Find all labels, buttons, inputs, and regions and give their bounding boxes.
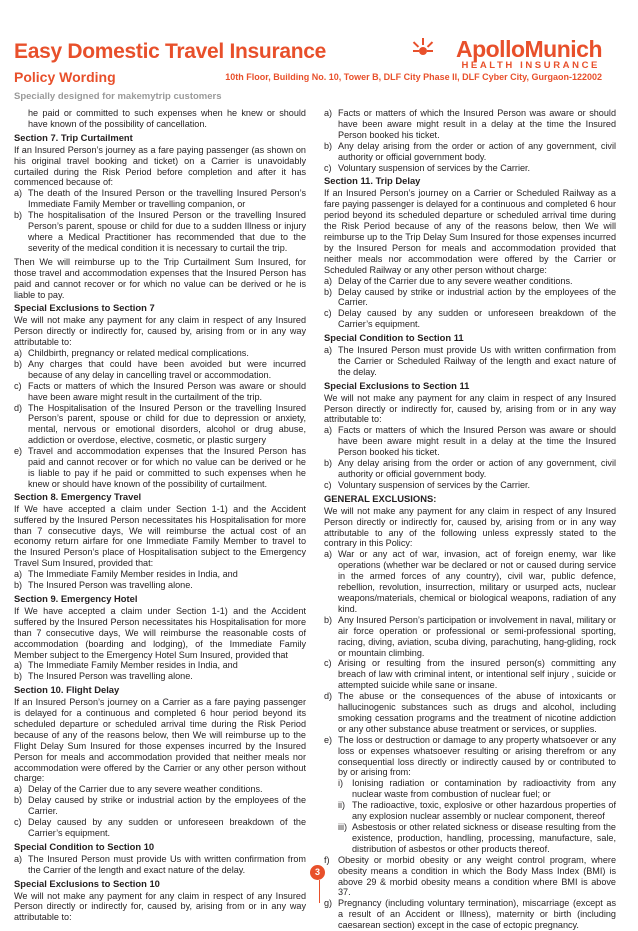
apollo-munich-logo <box>402 36 602 70</box>
right-column <box>324 108 616 931</box>
list-item: a) Delay of the Carrier due to any severe weather conditions. <box>324 275 573 286</box>
section-9-heading: Section 9. Emergency Hotel <box>14 592 138 604</box>
section-9-text: If We have accepted a claim under Section 1-1) and the Accident suffered by the Insured Person necessitates his Hospitalisation for more than 7 consecutive days, We will reimburse the reasonable costs of accommodation (boarding and lodging), of the Immediate Family Member subject to the Emergency Hotel Sum Insured, provided that <box>14 605 306 660</box>
section-10-condition-heading: Special Condition to Section 10 <box>14 840 155 852</box>
general-exclusions-heading: GENERAL EXCLUSIONS: <box>324 492 437 504</box>
list-item: a) The Insured Person must provide Us with written confirmation from the Carrier or Scheduled Railway of the length and exact nature of the delay. <box>324 345 616 377</box>
section-7-text: If an Insured Person’s journey as a fare paying passenger (as shown on his original travel booking and ticket) on a Carrier is unavoidably curtailed during the Risk Period before completion and after it has commenced because of: <box>14 144 306 188</box>
page-number: 3 <box>310 865 325 880</box>
list-item: a) Facts or matters of which the Insured Person was aware or should have been aware might result in a delay at the time the Insured Person booked his ticket. <box>324 108 616 140</box>
list-item: a) The Insured Person must provide Us with written confirmation from the Carrier of the length and exact nature of the delay. <box>14 853 306 875</box>
section-11-condition-heading: Special Condition to Section 11 <box>324 332 464 344</box>
list-item: a) Childbirth, pregnancy or related medical complications. <box>14 348 249 359</box>
list-item: c) Voluntary suspension of services by the Carrier. <box>324 479 531 490</box>
list-item: c) Delay caused by any sudden or unforeseen breakdown of the Carrier’s equipment. <box>14 817 306 838</box>
header-title: Easy Domestic Travel Insurance <box>14 40 326 63</box>
section-10-heading: Section 10. Flight Delay <box>14 684 120 696</box>
list-item: b) The hospitalisation of the Insured Person or the travelling Insured Person’s parent, spouse or child for due to a sudden Illness or injury where a Medical Practitioner has recommended that due to the severity of the medical condition it is necessary to curtail the trip. <box>14 210 306 253</box>
header-subtitle: Policy Wording <box>14 69 116 85</box>
section-11-exclusions-heading: Special Exclusions to Section 11 <box>324 379 470 391</box>
section-7-heading: Section 7. Trip Curtailment <box>14 131 133 143</box>
section-10-exclusions-heading: Special Exclusions to Section 10 <box>14 877 160 889</box>
list-item: b) The Insured Person was travelling alone. <box>14 580 193 591</box>
header-address: 10th Floor, Building No. 10, Tower B, DLF City Phase II, DLF Cyber City, Gurgaon-122002 <box>225 72 602 82</box>
footer-divider <box>319 880 320 903</box>
list-item: d) The Hospitalisation of the Insured Person or the travelling Insured Person’s parent, spouse or child for due to depression or anxiety, mental, nervous or emotional disorders, alcohol or drug abuse, addiction or overdose, elective, cosmetic, or plastic surgery <box>14 402 306 446</box>
list-item: b) Any charges that could have been avoided but were incurred because of any delay in cancelling travel or accommodation. <box>14 358 306 380</box>
section-8-heading: Section 8. Emergency Travel <box>14 490 142 502</box>
sub-list-item: ii) The radioactive, toxic, explosive or other hazardous properties of any explosion nuclear assembly or nuclear component, thereof <box>338 800 616 822</box>
list-item: f) Obesity or morbid obesity or any weight control program, where obesity means a condition in which the Body Mass Index (BMI) is above 29 & morbid obesity means a condition where BMI is above 37. <box>324 854 616 898</box>
list-item: a) The Immediate Family Member resides in India, and <box>14 569 238 580</box>
list-item: a) War or any act of war, invasion, act of foreign enemy, war like operations (whether war be declared or not or caused during service in the armed forces of any country), civil war, public defence, rebellion, revolution, insurrection, military or usurped acts, nuclear weapons/materials, chemical or biological weapons, radiation of any kind. <box>324 549 616 614</box>
header-tagline: Specially designed for makemytrip customers <box>14 91 222 102</box>
list-item: a) Facts or matters of which the Insured Person was aware or should have been aware might result in a delay at the time the Insured Person booked his ticket. <box>324 425 616 458</box>
list-item: c) Facts or matters of which the Insured Person was aware or should have been aware might result in the curtailment of the trip. <box>14 380 306 402</box>
logo-sub: HEALTH INSURANCE <box>461 60 600 71</box>
section-8-text: If We have accepted a claim under Section 1-1) and the Accident suffered by the Insured Person necessitates his Hospitalisation for more than 7 consecutive days, We will reimburse the actual cost of an economy return airfare for one Immediate Family Member to travel to the Insured Person’s place of Hospitalisation subject to the Emergency Travel Sum Insured, provided that: <box>14 503 306 569</box>
list-item: b) The Insured Person was travelling alone. <box>14 671 193 682</box>
section-10-text: If an Insured Person’s journey on a Carrier as a fare paying passenger is delayed for a continuous and completed 6 hour period beyond its scheduled departure or scheduled arrival time during the Risk Period because of any of the reasons below, then We will reimburse up to the Flight Delay Sum Insured for those expenses incurred by the Insured Person for meals and accommodation provided that neither meals nor accommodation were offered by the Carrier or any other person without charge: <box>14 697 306 784</box>
section-11-heading: Section 11. Trip Delay <box>324 175 421 187</box>
list-item: g) Pregnancy (including voluntary termination), miscarriage (except as a result of an Accident or Illness), maternity or birth (including caesarean section) except in the case of ectopic pregnancy. <box>324 898 616 931</box>
section-7-exclusions-heading: Special Exclusions to Section 7 <box>14 302 155 314</box>
list-item: e) Travel and accommodation expenses that the Insured Person has paid and cannot recover or for which no value can be derived or he is liable to pay if he paid or committed to such expenses when he knew or should have known of the possibility of curtailment. <box>14 446 306 489</box>
section-11-text: If an Insured Person’s journey on a Carrier or Scheduled Railway as a fare paying passenger is delayed for a continuous and completed 6 hour period beyond its scheduled departure or scheduled arrival time during the Risk Period because of any of the reasons below, then We will reimburse up to the Trip Delay Sum Insured for those expenses incurred by the Insured Person for meals and accommodation provided that neither meals nor accommodation were offered by the Carrier or Scheduled Railway or any other person without charge: <box>324 188 616 275</box>
list-item: e) The loss or destruction or damage to any property whatsoever or any loss or expenses whatsoever resulting or arising therefrom or any consequential loss directly or indirectly caused by or contributed to by or arising from: <box>324 734 617 778</box>
continued-text: he paid or committed to such expenses when he knew or should have known of the possibility of cancellation. <box>28 108 306 129</box>
section-7-exclusions-text: We will not make any payment for any claim in respect of any Insured Person directly or indirectly for, caused by, arising from or in any way attributable to: <box>14 315 306 348</box>
list-item: b) Delay caused by strike or industrial action by the employees of the Carrier. <box>324 286 616 308</box>
section-11-exclusions-text: We will not make any payment for any claim in respect of any Insured Person directly or indirectly for, caused by, arising from or in any way attributable to: <box>324 392 616 425</box>
list-item: d) The abuse or the consequences of the abuse of intoxicants or hallucinogenic substances such as drugs and alcohol, including smoking cessation programs and the treatment of nicotine addiction or any other substance abuse treatment or services, or supplies. <box>324 691 616 734</box>
list-item: b) Any delay arising from the order or action of any government, civil authority or official government body. <box>324 140 616 162</box>
list-item: c) Delay caused by any sudden or unforeseen breakdown of the Carrier’s equipment. <box>324 308 616 330</box>
logo-name: ApolloMunich <box>455 36 602 62</box>
list-item: b) Delay caused by strike or industrial action by the employees of the Carrier. <box>14 795 306 817</box>
left-column <box>14 108 306 926</box>
list-item: a) The death of the Insured Person or the travelling Insured Person’s Immediate Family Member or travelling companion, or <box>14 188 306 210</box>
sun-icon <box>410 36 436 60</box>
list-item: c) Voluntary suspension of services by the Carrier. <box>324 162 531 173</box>
list-item: b) Any delay arising from the order or action of any government, civil authority or official government body. <box>324 458 616 479</box>
list-item: a) The Immediate Family Member resides in India, and <box>14 660 238 671</box>
sub-list-item: i) Ionising radiation or contamination by radioactivity from any nuclear waste from combustion of nuclear fuel; or <box>338 778 616 800</box>
section-7-reimburse: Then We will reimburse up to the Trip Curtailment Sum Insured, for those travel and accommodation expenses that the Insured Person has paid and cannot recover or for which no value can be derived or he is liable to pay. <box>14 256 306 300</box>
list-item: a) Delay of the Carrier due to any severe weather conditions. <box>14 784 263 795</box>
list-item: c) Arising or resulting from the insured person(s) committing any breach of law with criminal intent, or intentional self injury , suicide or attempted suicide while sane or insane. <box>324 658 616 691</box>
sub-list-item: iii) Asbestosis or other related sickness or disease resulting from the existence, production, handling, processing, manufacture, sale, distribution of asbestos or other products thereof. <box>338 822 616 854</box>
list-item: b) Any Insured Person’s participation or involvement in naval, military or air force operation or professional or semi-professional sporting, racing, diving, aviation, scuba diving, parachuting, hang-gliding, rock or mountain climbing. <box>324 614 616 658</box>
section-10-exclusions-text: We will not make any payment for any claim in respect of any Insured Person directly or indirectly for, caused by, arising from or in any way attributable to: <box>14 890 306 923</box>
general-exclusions-text: We will not make any payment for any claim in respect of any Insured Person directly or indirectly for, caused by, arising from or in any way attributable to any of the following unless expressly stated to the contrary in this Policy: <box>324 505 616 549</box>
